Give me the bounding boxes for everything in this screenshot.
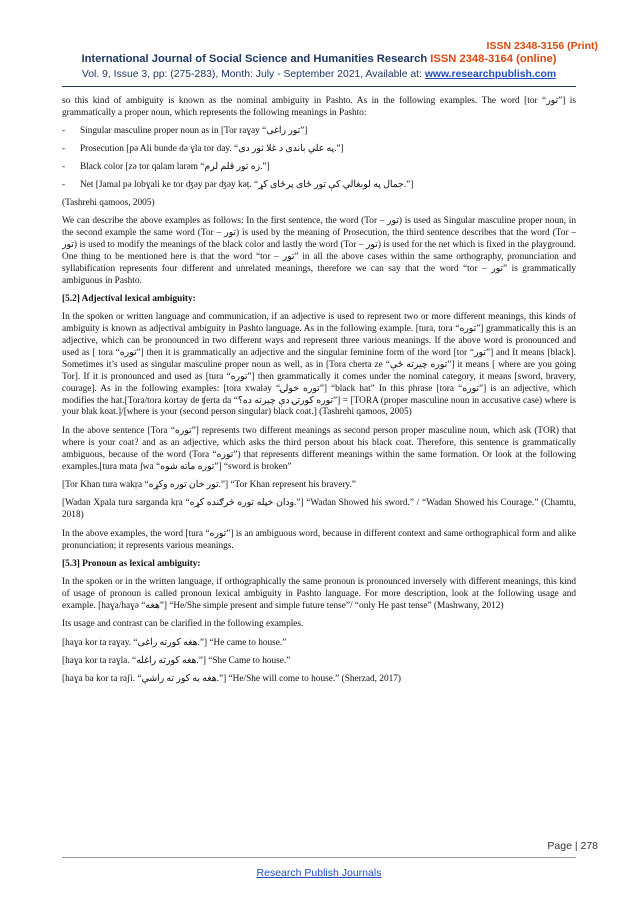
- pronoun-paragraph-1: In the spoken or in the written language, if orthographically the same pronoun is pronounced inversely with different meanings, this kind of usage of pronoun is called pronoun lexical ambiguity in Pashto language. For more description, look at the following usage and example. [haɣa/haɣə “هغه”] “He/She simple present and simple future tense”/ “only He past tense” (Mashwany, 2012): [62, 576, 576, 611]
- example-tor-khan: [Tor Khan tura wakṛa “تور خان توره وکړه.”] “Tor Khan represent his bravery.”: [62, 479, 356, 490]
- header-divider: [62, 86, 576, 87]
- article-body: [62, 96, 576, 693]
- list-item-text: Net [Jamal pə lobɣali ke tor ʤəy pər ʤəy kəṭ. “جمال په لوبغالي کې تور ځای پرځای کړ.”]: [80, 180, 414, 191]
- list-item: - Singular masculine proper noun as in [Tor raɣay “تور راغی”]: [62, 126, 308, 137]
- footer-divider: [62, 857, 576, 858]
- journal-header: [0, 53, 638, 65]
- page-number: Page | 278: [547, 840, 598, 852]
- pronoun-example-2: [haɣa kor ta raɣla. “هغه کورته راغله.”] “She Came to house.”: [62, 655, 291, 666]
- list-item: - Black color [zə tor qalam larəm “زه تور قلم لرم.”]: [62, 162, 270, 173]
- section-heading-5-2: [5.2] Adjectival lexical ambiguity:: [62, 294, 196, 305]
- section-heading-5-3: [5.3] Pronoun as lexical ambiguity:: [62, 559, 201, 569]
- list-item: - Prosecution [pə Ali bunde də ɣla tor day. “په علي باندی د غلا تور دی.”]: [62, 144, 344, 155]
- list-item-text: Prosecution [pə Ali bunde də ɣla tor day. “په علي باندی د غلا تور دی.”]: [80, 144, 344, 155]
- pronoun-example-1: [haɣa kor ta raɣay. “هغه کورته راغی.”] “He came to house.”: [62, 637, 287, 648]
- journal-title: International Journal of Social Science and Humanities Research: [81, 53, 428, 65]
- publisher-link[interactable]: Research Publish Journals: [256, 867, 382, 879]
- website-link[interactable]: www.researchpublish.com: [424, 69, 557, 80]
- example-wadan: [Wadan Xpala tura sarganda kṛa “ودان خپله توره څرګنده کړه.”] “Wadan Showed his sword.” / “Wadan Showed his Courage.” (Chamtu, 2018): [62, 498, 576, 521]
- list-item: - Net [Jamal pə lobɣali ke tor ʤəy pər ʤəy kəṭ. “جمال په لوبغالي کې تور ځای پرځای کړ.”]: [62, 180, 414, 191]
- adjective-paragraph-2: In the above sentence [Tora “توره”] represents two different meanings as second person proper masculine noun, which ask (TOR) that where is your coat? and as an adjective, which asks the third person about his black coat. Therefore, this sentence is grammatically ambiguous, because of the word (Tora “توره”) that represents different meanings within the same formation. Or look at the following examples.[tura mata ʃwa “توره ماته شوه”] “sword is broken”: [62, 425, 576, 472]
- adjective-paragraph-3: In the above examples, the word [tura “توره”] is an ambiguous word, because in different context and same orthographical form and alike pronunciation; it represents various meanings.: [62, 528, 576, 551]
- list-item-text: Singular masculine proper noun as in [Tor raɣay “تور راغی”]: [80, 126, 308, 137]
- volume-line: [0, 69, 638, 80]
- citation: (Tashrehi qamoos, 2005): [62, 197, 155, 208]
- issn-online: ISSN 2348-3164 (online): [430, 53, 557, 65]
- intro-paragraph: so this kind of ambiguity is known as the nominal ambiguity in Pashto. As in the following examples. The word [tor “تور”] is grammatically a proper noun, which represents the following meanings in Pashto:: [62, 96, 576, 118]
- pronoun-example-3: [haɣa ba kor ta raʃi. “هغه به کور ته راشي.”] “He/She will come to house.” (Sherzad, 2017): [62, 674, 401, 685]
- pronoun-paragraph-2: Its usage and contrast can be clarified in the following examples.: [62, 619, 304, 630]
- issn-print: ISSN 2348-3156 (Print): [486, 40, 598, 52]
- list-item-text: Black color [zə tor qalam larəm “زه تور قلم لرم.”]: [80, 162, 270, 173]
- describe-paragraph: We can describe the above examples as follows: In the first sentence, the word (Tor – تور) is used as Singular masculine proper noun, in the second example the same word (Tor – تور) is used by the meaning of Prosecution, the third sentence describes that the word (Tor – تور) is used to modify the meanings of the black color and lastly the word (Tor – تور) is used for the net which is fixed in the playground. One thing to be mentioned here is that the word “tor – تور” in all the above cases within the same orthography, pronunciation and syllabification represents four different and unrelated meanings, therefore we can say that the word “tor – تور” is grammatically ambiguous in Pashto.: [62, 216, 577, 286]
- adjective-paragraph-1: In the spoken or written language and communication, if an adjective is used to represent two or more different meanings, this kinds of ambiguity is known as adjectival ambiguity in Pashto language. As in the following example. [tura, tora “توره”] grammatically this is an adjective, which can be pronounced in two different ways and represent three various meanings. If the above word is pronounced and used as [ tora “توره”] then it is grammatically an adjective and the singular feminine form of the word [tor “تور”] and It means [black]. Sometimes it’s used as singular masculine proper noun as well, as in [Tora cherta ze “توره چیرته ځې”] it means [ where are you going Tor]. If it is pronounced and used as [tura “توره”] then grammatically it comes under the nominal category, it means [sword, bravery, courage]. As in the following examples: [tora xwaləy “توره خولۍ”] “black hat” In this phrase [tora “توره”] is an adjective, which modifies the hat.[Tora/tora kortəy de ʧerta da “توره کورتۍ دې چیرته ده؟”] = [TORA (proper masculine noun in accusative case) where is your blak koat.]/[where is your (second person singular) black coat.] (Tashrehi qamoos, 2005): [62, 312, 577, 418]
- volume-info: Vol. 9, Issue 3, pp: (275-283), Month: July - September 2021, Available at:: [81, 69, 425, 80]
